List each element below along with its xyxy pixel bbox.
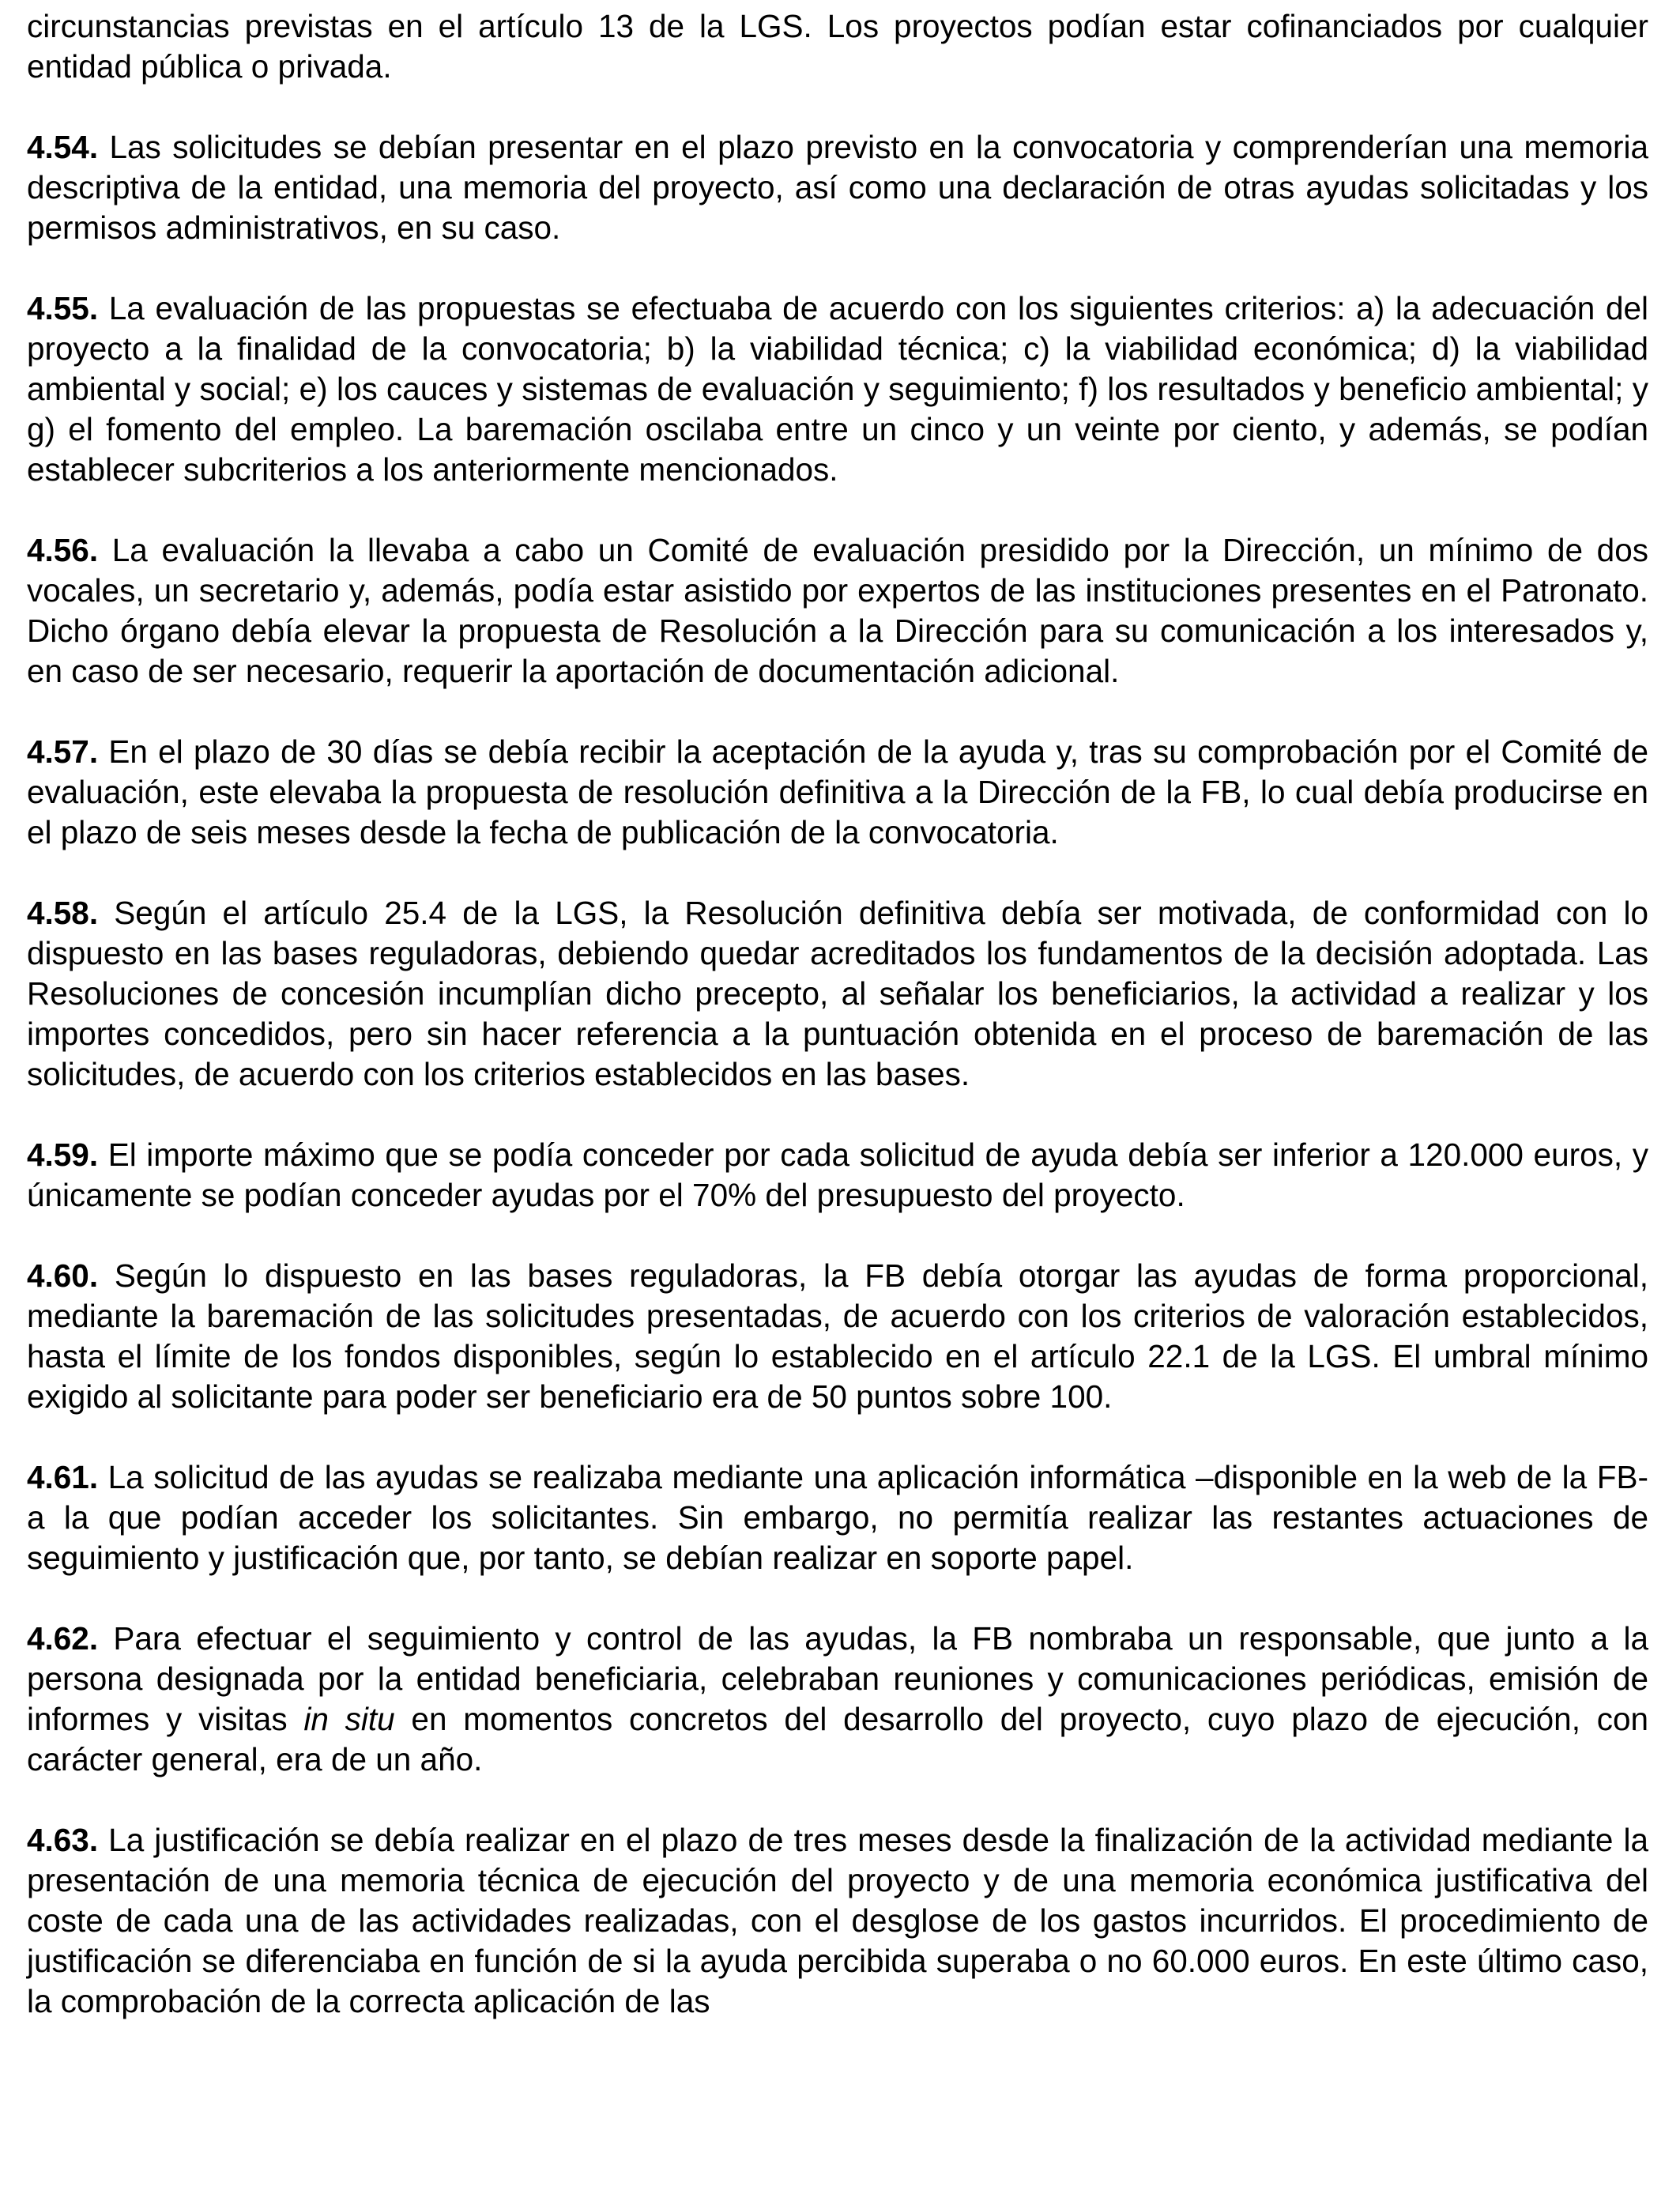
paragraph-4-57 <box>27 732 1648 853</box>
paragraph-text: El importe máximo que se podía conceder por cada solicitud de ayuda debía ser inferior a 120.000 euros, y únicamente se podían conceder ayudas por el 70% del presupuesto del proyecto. <box>27 1137 1648 1213</box>
paragraph-text: En el plazo de 30 días se debía recibir la aceptación de la ayuda y, tras su comprobación por el Comité de evaluación, este elevaba la propuesta de resolución definitiva a la Dirección de la FB, lo cual debía producirse en el plazo de seis meses desde la fecha de publicación de la convocatoria. <box>27 733 1648 850</box>
paragraph-4-55 <box>27 288 1648 490</box>
paragraph-4-60 <box>27 1256 1648 1417</box>
document-page <box>27 6 1648 2062</box>
paragraph-number: 4.60. <box>27 1257 99 1294</box>
paragraph-text: en momentos concretos del desarrollo del proyecto, cuyo plazo de ejecución, con carácter general, era de un año. <box>27 1701 1648 1777</box>
paragraph-4-59 <box>27 1135 1648 1216</box>
paragraph-continuation <box>27 6 1648 87</box>
paragraph-text: Según el artículo 25.4 de la LGS, la Resolución definitiva debía ser motivada, de conformidad con lo dispuesto en las bases reguladoras, debiendo quedar acreditados los fundamentos de la decisión adoptada. Las Resoluciones de concesión incumplían dicho precepto, al señalar los beneficiarios, la actividad a realizar y los importes concedidos, pero sin hacer referencia a la puntuación obtenida en el proceso de baremación de las solicitudes, de acuerdo con los criterios establecidos en las bases. <box>27 895 1648 1092</box>
paragraph-number: 4.63. <box>27 1822 99 1858</box>
paragraph-number: 4.62. <box>27 1620 99 1657</box>
paragraph-number: 4.54. <box>27 129 99 165</box>
paragraph-number: 4.56. <box>27 532 99 568</box>
paragraph-text: La justificación se debía realizar en el plazo de tres meses desde la finalización de la actividad mediante la presentación de una memoria técnica de ejecución del proyecto y de una memoria económica justificativa del coste de cada una de las actividades realizadas, con el desglose de los gastos incurridos. El procedimiento de justificación se diferenciaba en función de si la ayuda percibida superaba o no 60.000 euros. En este último caso, la comprobación de la correcta aplicación de las <box>27 1822 1648 2019</box>
paragraph-text: La evaluación de las propuestas se efectuaba de acuerdo con los siguientes criterios: a) la adecuación del proyecto a la finalidad de la convocatoria; b) la viabilidad técnica; c) la viabilidad económica; d) la viabilidad ambiental y social; e) los cauces y sistemas de evaluación y seguimiento; f) los resultados y beneficio ambiental; y g) el fomento del empleo. La baremación oscilaba entre un cinco y un veinte por ciento, y además, se podían establecer subcriterios a los anteriormente mencionados. <box>27 290 1648 488</box>
paragraph-number: 4.55. <box>27 290 99 326</box>
paragraph-text: Para efectuar el seguimiento y control de las ayudas, la FB nombraba un responsable, que junto a la persona designada por la entidad beneficiaria, celebraban reuniones y comunicaciones periódicas, emisión de informes y visitas <box>27 1620 1648 1737</box>
paragraph-4-54 <box>27 127 1648 248</box>
paragraph-text: circunstancias previstas en el artículo 13 de la LGS. Los proyectos podían estar cofinanciados por cualquier entidad pública o privada. <box>27 8 1648 85</box>
paragraph-4-63 <box>27 1820 1648 2022</box>
paragraph-text: Las solicitudes se debían presentar en el plazo previsto en la convocatoria y comprenderían una memoria descriptiva de la entidad, una memoria del proyecto, así como una declaración de otras ayudas solicitadas y los permisos administrativos, en su caso. <box>27 129 1648 246</box>
paragraph-4-56 <box>27 530 1648 692</box>
paragraph-number: 4.59. <box>27 1137 99 1173</box>
paragraph-number: 4.61. <box>27 1459 99 1495</box>
paragraph-4-61 <box>27 1457 1648 1578</box>
paragraph-number: 4.58. <box>27 895 99 931</box>
paragraph-text: La solicitud de las ayudas se realizaba mediante una aplicación informática –disponible en la web de la FB- a la que podían acceder los solicitantes. Sin embargo, no permitía realizar las restantes actuaciones de seguimiento y justificación que, por tanto, se debían realizar en soporte papel. <box>27 1459 1648 1576</box>
paragraph-4-62 <box>27 1619 1648 1780</box>
paragraph-text: La evaluación la llevaba a cabo un Comité de evaluación presidido por la Dirección, un mínimo de dos vocales, un secretario y, además, podía estar asistido por expertos de las instituciones presentes en el Patronato. Dicho órgano debía elevar la propuesta de Resolución a la Dirección para su comunicación a los interesados y, en caso de ser necesario, requerir la aportación de documentación adicional. <box>27 532 1648 689</box>
paragraph-4-58 <box>27 893 1648 1095</box>
italic-term: in situ <box>303 1701 395 1737</box>
paragraph-text: Según lo dispuesto en las bases reguladoras, la FB debía otorgar las ayudas de forma proporcional, mediante la baremación de las solicitudes presentadas, de acuerdo con los criterios de valoración establecidos, hasta el límite de los fondos disponibles, según lo establecido en el artículo 22.1 de la LGS. El umbral mínimo exigido al solicitante para poder ser beneficiario era de 50 puntos sobre 100. <box>27 1257 1648 1415</box>
paragraph-number: 4.57. <box>27 733 99 770</box>
